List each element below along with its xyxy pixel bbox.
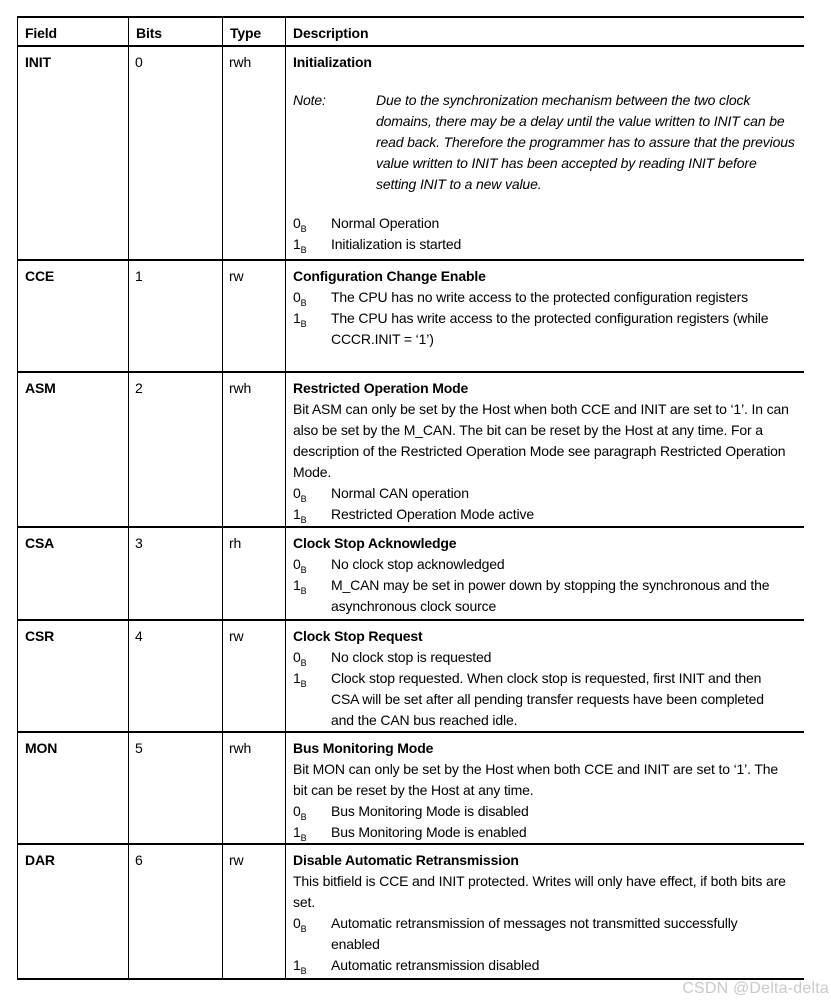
bit-position: 4 xyxy=(129,621,223,731)
value-code: $1_B$ xyxy=(293,506,307,525)
table-row-asm xyxy=(18,373,804,528)
field-title: Clock Stop Request xyxy=(293,628,423,644)
field-name: CSA xyxy=(18,528,129,619)
value-item xyxy=(293,575,796,617)
description-cell xyxy=(286,733,804,843)
field-description: This bitfield is CCE and INIT protected. Writes will only have effect, if both bits are set. xyxy=(293,873,786,910)
field-name: CCE xyxy=(18,261,129,371)
value-list xyxy=(293,213,796,255)
access-type: rw xyxy=(223,845,286,978)
field-name: CSR xyxy=(18,621,129,731)
bit-position: 5 xyxy=(129,733,223,843)
value-code: $1_B$ xyxy=(293,824,307,843)
field-title: Clock Stop Acknowledge xyxy=(293,535,457,551)
description-cell xyxy=(286,528,804,619)
description-cell xyxy=(286,621,804,731)
access-type: rh xyxy=(223,528,286,619)
value-item xyxy=(293,483,796,504)
value-meaning: The CPU has no write access to the protected configuration registers xyxy=(331,289,749,305)
note-label: Note: xyxy=(293,92,326,108)
access-type: rw xyxy=(223,261,286,371)
value-list xyxy=(293,554,796,617)
value-meaning: No clock stop acknowledged xyxy=(331,556,505,572)
field-name: ASM xyxy=(18,373,129,526)
value-item xyxy=(293,801,796,822)
value-meaning: The CPU has write access to the protected configuration registers (while CCCR.INIT = ‘1’) xyxy=(331,310,769,347)
value-code: $0_B$ xyxy=(293,649,307,668)
field-title: Bus Monitoring Mode xyxy=(293,740,434,756)
field-title: Configuration Change Enable xyxy=(293,268,486,284)
value-list xyxy=(293,483,796,525)
value-code: $0_B$ xyxy=(293,556,307,575)
value-item xyxy=(293,234,796,255)
value-item xyxy=(293,955,796,976)
header-cell-field: Field xyxy=(18,18,129,45)
value-meaning: Automatic retransmission of messages not transmitted successfully enabled xyxy=(331,915,738,952)
table-row-csr xyxy=(18,621,804,733)
value-code: $1_B$ xyxy=(293,670,307,689)
value-item xyxy=(293,287,796,308)
field-description: Bit MON can only be set by the Host when both CCE and INIT are set to ‘1’. The bit can be reset by the Host at any time. xyxy=(293,761,779,798)
value-code: $0_B$ xyxy=(293,915,307,934)
field-name: MON xyxy=(18,733,129,843)
value-meaning: Normal Operation xyxy=(331,215,440,231)
value-code: $0_B$ xyxy=(293,289,307,308)
value-item xyxy=(293,822,796,843)
field-title: Initialization xyxy=(293,54,372,70)
field-description: Bit ASM can only be set by the Host when both CCE and INIT are set to ‘1’. In can also be set by the M_CAN. The bit can be reset by the Host at any time. For a description of the Restricted Operation Mode see paragraph Restricted Operation Mode. xyxy=(293,401,789,480)
register-bitfield-table xyxy=(17,16,804,980)
table-row-mon xyxy=(18,733,804,845)
value-item xyxy=(293,504,796,525)
description-cell xyxy=(286,261,804,371)
value-item xyxy=(293,913,796,955)
value-meaning: Restricted Operation Mode active xyxy=(331,506,534,522)
header-cell-type: Type xyxy=(223,18,286,45)
value-meaning: Initialization is started xyxy=(331,236,462,252)
table-row-dar xyxy=(18,845,804,980)
description-cell xyxy=(286,373,804,526)
value-meaning: Normal CAN operation xyxy=(331,485,469,501)
watermark: CSDN @Delta-delta xyxy=(682,980,829,997)
value-item xyxy=(293,308,796,350)
field-name: DAR xyxy=(18,845,129,978)
description-cell xyxy=(286,47,804,259)
field-title: Disable Automatic Retransmission xyxy=(293,852,519,868)
value-list xyxy=(293,801,796,843)
access-type: rwh xyxy=(223,733,286,843)
note-text: Due to the synchronization mechanism between the two clock domains, there may be a delay until the value written to INIT can be read back. Therefore the programmer has to assure that the previous value written to INIT has been accepted by reading INIT before setting INIT to a new value. xyxy=(376,92,795,192)
bit-position: 6 xyxy=(129,845,223,978)
table-header-row xyxy=(18,18,804,47)
value-code: $1_B$ xyxy=(293,957,307,976)
bit-position: 3 xyxy=(129,528,223,619)
value-list xyxy=(293,287,796,350)
value-item xyxy=(293,668,796,731)
bit-position: 1 xyxy=(129,261,223,371)
value-meaning: Clock stop requested. When clock stop is requested, first INIT and then CSA will be set after all pending transfer requests have been completed and the CAN bus reached idle. xyxy=(331,670,764,728)
description-cell xyxy=(286,845,804,978)
header-cell-bits: Bits xyxy=(129,18,223,45)
field-name: INIT xyxy=(18,47,129,259)
bit-position: 2 xyxy=(129,373,223,526)
value-code: $0_B$ xyxy=(293,215,307,234)
access-type: rw xyxy=(223,621,286,731)
value-code: $0_B$ xyxy=(293,803,307,822)
value-meaning: Bus Monitoring Mode is disabled xyxy=(331,803,529,819)
access-type: rwh xyxy=(223,47,286,259)
value-list xyxy=(293,647,796,731)
value-item xyxy=(293,213,796,234)
value-list xyxy=(293,913,796,976)
access-type: rwh xyxy=(223,373,286,526)
value-meaning: Automatic retransmission disabled xyxy=(331,957,540,973)
value-meaning: Bus Monitoring Mode is enabled xyxy=(331,824,527,840)
table-row-init xyxy=(18,47,804,261)
value-item xyxy=(293,647,796,668)
note-block xyxy=(293,90,796,195)
value-meaning: M_CAN may be set in power down by stopping the synchronous and the asynchronous clock source xyxy=(331,577,770,614)
value-code: $1_B$ xyxy=(293,577,307,596)
value-meaning: No clock stop is requested xyxy=(331,649,492,665)
bit-position: 0 xyxy=(129,47,223,259)
table-row-csa xyxy=(18,528,804,621)
field-title: Restricted Operation Mode xyxy=(293,380,469,396)
value-code: $1_B$ xyxy=(293,236,307,255)
table-row-cce xyxy=(18,261,804,373)
value-code: $0_B$ xyxy=(293,485,307,504)
value-code: $1_B$ xyxy=(293,310,307,329)
header-cell-description: Description xyxy=(293,25,369,41)
value-item xyxy=(293,554,796,575)
